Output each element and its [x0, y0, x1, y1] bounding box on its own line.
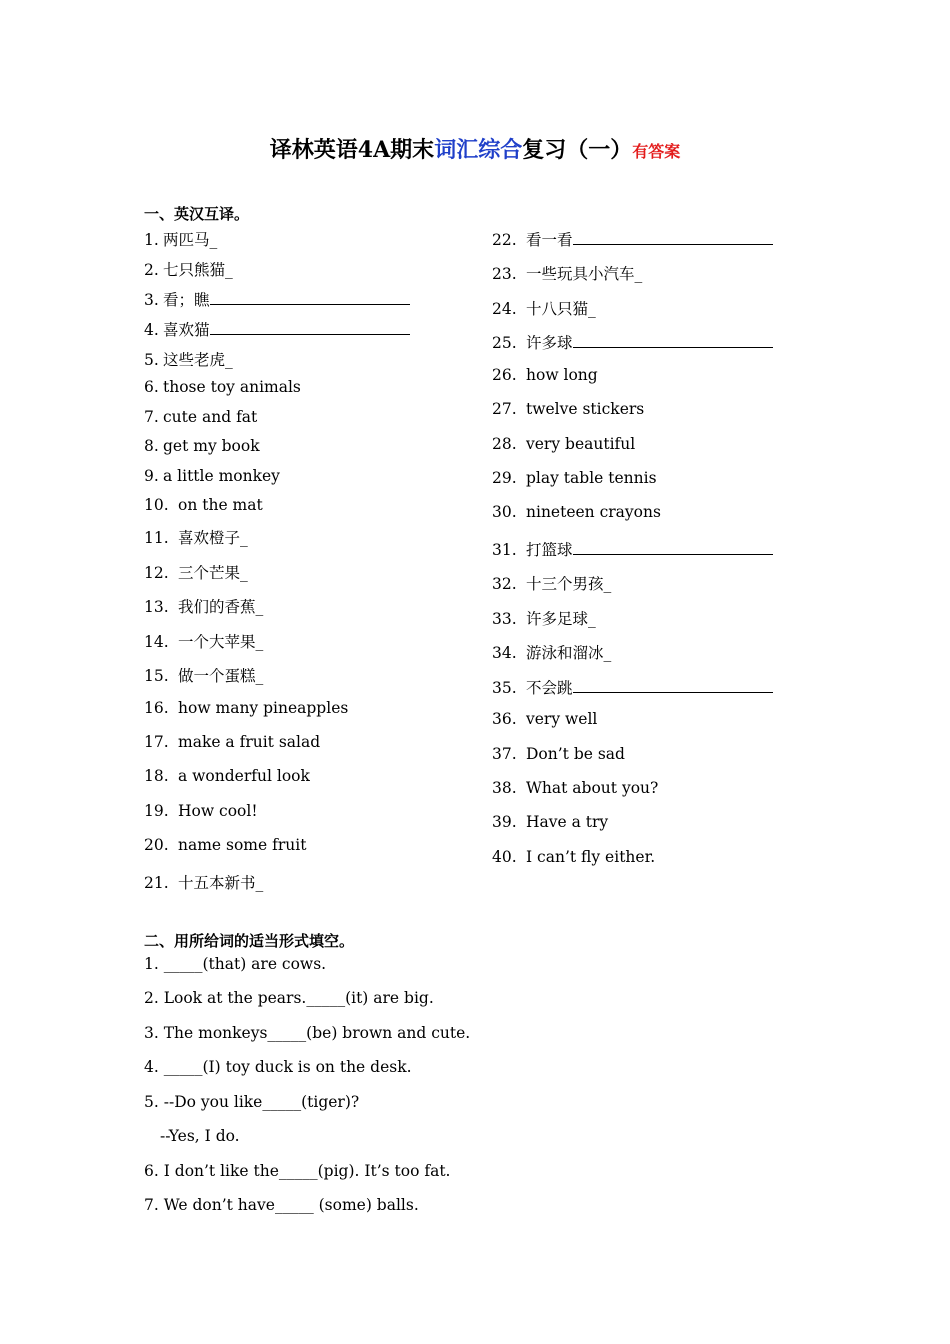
- vocab-item: [492, 779, 658, 797]
- vocab-item: [144, 228, 217, 250]
- vocab-item: [144, 699, 348, 717]
- title-part4: 复习（一）: [522, 138, 633, 163]
- vocab-item: [492, 710, 597, 728]
- vocab-item: [144, 378, 301, 396]
- title-part3: 期末: [390, 138, 435, 163]
- answer-blank-line[interactable]: [573, 677, 773, 693]
- vocab-item: [492, 297, 596, 319]
- item-number: 4.: [144, 321, 159, 339]
- vocab-item: [144, 348, 233, 370]
- item-number: 23.: [492, 265, 517, 283]
- exercise-item: 7. We don’t have_____ (some) balls.: [144, 1196, 419, 1214]
- vocab-item: [492, 676, 773, 698]
- item-number: 2.: [144, 261, 159, 279]
- vocab-item: [492, 366, 598, 384]
- item-number: 24.: [492, 300, 517, 318]
- item-text: those toy animals: [163, 378, 301, 396]
- item-text: 十五本新书_: [178, 874, 264, 892]
- item-text: name some fruit: [178, 836, 307, 854]
- item-number: 34.: [492, 644, 517, 662]
- item-text: cute and fat: [163, 408, 258, 426]
- vocab-item: [492, 607, 596, 629]
- item-text: Have a try: [526, 813, 609, 831]
- item-number: 38.: [492, 779, 517, 797]
- exercise-item: 1. _____(that) are cows.: [144, 955, 327, 973]
- item-text: play table tennis: [526, 469, 657, 487]
- item-text: 这些老虎_: [163, 351, 233, 369]
- vocab-item: [144, 561, 248, 583]
- item-number: 11.: [144, 529, 169, 547]
- item-number: 27.: [492, 400, 517, 418]
- item-text: 游泳和溜冰_: [526, 644, 612, 662]
- item-text: 许多足球_: [526, 610, 596, 628]
- vocab-item: [144, 871, 263, 893]
- item-number: 7.: [144, 408, 159, 426]
- item-number: 36.: [492, 710, 517, 728]
- item-text: 看一看: [526, 231, 573, 249]
- vocab-item: [492, 745, 625, 763]
- item-text: Don’t be sad: [526, 745, 625, 763]
- item-number: 12.: [144, 564, 169, 582]
- item-text: get my book: [163, 437, 260, 455]
- exercise-item: 6. I don’t like the_____(pig). It’s too fat.: [144, 1162, 451, 1180]
- vocab-item: [144, 526, 248, 548]
- item-number: 6.: [144, 378, 159, 396]
- item-number: 15.: [144, 667, 169, 685]
- answer-blank-line[interactable]: [573, 539, 773, 555]
- item-text: 看；瞧: [163, 291, 210, 309]
- answer-blank-line[interactable]: [210, 319, 410, 335]
- item-text: a little monkey: [163, 467, 280, 485]
- vocab-item: [144, 767, 310, 785]
- vocab-item: [492, 848, 655, 866]
- answer-blank-line[interactable]: [573, 332, 773, 348]
- item-number: 5.: [144, 351, 159, 369]
- item-text: 我们的香蕉_: [178, 598, 264, 616]
- item-text: 一些玩具小汽车_: [526, 265, 643, 283]
- section1-heading: 一、英汉互译。: [144, 205, 250, 223]
- item-number: 32.: [492, 575, 517, 593]
- item-number: 28.: [492, 435, 517, 453]
- title-part1: 译林英语: [269, 138, 358, 163]
- exercise-item: --Yes, I do.: [160, 1127, 240, 1145]
- item-number: 25.: [492, 334, 517, 352]
- item-number: 14.: [144, 633, 169, 651]
- item-number: 1.: [144, 231, 159, 249]
- item-number: 21.: [144, 874, 169, 892]
- vocab-item: [144, 408, 257, 426]
- item-text: nineteen crayons: [526, 503, 661, 521]
- vocab-item: [144, 664, 263, 686]
- vocab-item: [492, 469, 657, 487]
- vocab-item: [492, 262, 642, 284]
- vocab-item: [144, 258, 233, 280]
- vocab-item: [492, 228, 773, 250]
- vocab-item: [492, 813, 608, 831]
- item-text: 十三个男孩_: [526, 575, 612, 593]
- item-text: make a fruit salad: [178, 733, 321, 751]
- vocab-item: [492, 400, 644, 418]
- item-number: 13.: [144, 598, 169, 616]
- item-text: very beautiful: [526, 435, 636, 453]
- page-title: [0, 133, 950, 164]
- item-number: 9.: [144, 467, 159, 485]
- item-text: 一个大苹果_: [178, 633, 264, 651]
- item-number: 29.: [492, 469, 517, 487]
- item-number: 26.: [492, 366, 517, 384]
- vocab-item: [144, 467, 280, 485]
- title-highlight: 词汇综合: [434, 138, 523, 163]
- item-number: 31.: [492, 541, 517, 559]
- item-text: on the mat: [178, 496, 263, 514]
- item-text: twelve stickers: [526, 400, 645, 418]
- vocab-item: [144, 437, 260, 455]
- exercise-item: 5. --Do you like_____(tiger)?: [144, 1093, 360, 1111]
- answer-tag: 有答案: [632, 142, 681, 161]
- title-part2: 4A: [357, 137, 391, 163]
- item-text: very well: [526, 710, 598, 728]
- answer-blank-line[interactable]: [573, 229, 773, 245]
- vocab-item: [492, 331, 773, 353]
- item-number: 17.: [144, 733, 169, 751]
- item-text: 七只熊猫_: [163, 261, 233, 279]
- vocab-item: [144, 288, 410, 310]
- item-number: 35.: [492, 679, 517, 697]
- section2-heading: 二、用所给词的适当形式填空。: [144, 932, 355, 950]
- vocab-item: [492, 572, 611, 594]
- vocab-item: [144, 496, 263, 514]
- item-text: how long: [526, 366, 598, 384]
- item-text: 十八只猫_: [526, 300, 596, 318]
- item-text: 喜欢猫: [163, 321, 210, 339]
- exercise-item: 4. _____(I) toy duck is on the desk.: [144, 1058, 412, 1076]
- item-number: 16.: [144, 699, 169, 717]
- item-text: 打篮球: [526, 541, 573, 559]
- item-number: 3.: [144, 291, 159, 309]
- vocab-item: [144, 630, 263, 652]
- vocab-item: [492, 538, 773, 560]
- item-text: 做一个蛋糕_: [178, 667, 264, 685]
- item-text: 两匹马_: [163, 231, 218, 249]
- item-number: 33.: [492, 610, 517, 628]
- vocab-item: [144, 836, 306, 854]
- vocab-item: [492, 641, 611, 663]
- item-number: 8.: [144, 437, 159, 455]
- item-number: 22.: [492, 231, 517, 249]
- item-text: 不会跳: [526, 679, 573, 697]
- item-text: I can’t fly either.: [526, 848, 656, 866]
- vocab-item: [144, 733, 320, 751]
- vocab-item: [144, 318, 410, 340]
- item-text: 三个芒果_: [178, 564, 248, 582]
- item-number: 37.: [492, 745, 517, 763]
- item-number: 40.: [492, 848, 517, 866]
- item-number: 19.: [144, 802, 169, 820]
- vocab-item: [144, 802, 258, 820]
- vocab-item: [144, 595, 263, 617]
- item-text: a wonderful look: [178, 767, 310, 785]
- vocab-item: [492, 503, 661, 521]
- item-text: 许多球: [526, 334, 573, 352]
- vocab-item: [492, 435, 635, 453]
- item-number: 10.: [144, 496, 169, 514]
- item-number: 20.: [144, 836, 169, 854]
- item-text: how many pineapples: [178, 699, 349, 717]
- item-number: 30.: [492, 503, 517, 521]
- item-text: How cool!: [178, 802, 258, 820]
- exercise-item: 2. Look at the pears._____(it) are big.: [144, 989, 434, 1007]
- item-number: 18.: [144, 767, 169, 785]
- item-text: What about you?: [526, 779, 659, 797]
- answer-blank-line[interactable]: [210, 289, 410, 305]
- item-text: 喜欢橙子_: [178, 529, 248, 547]
- item-number: 39.: [492, 813, 517, 831]
- exercise-item: 3. The monkeys_____(be) brown and cute.: [144, 1024, 471, 1042]
